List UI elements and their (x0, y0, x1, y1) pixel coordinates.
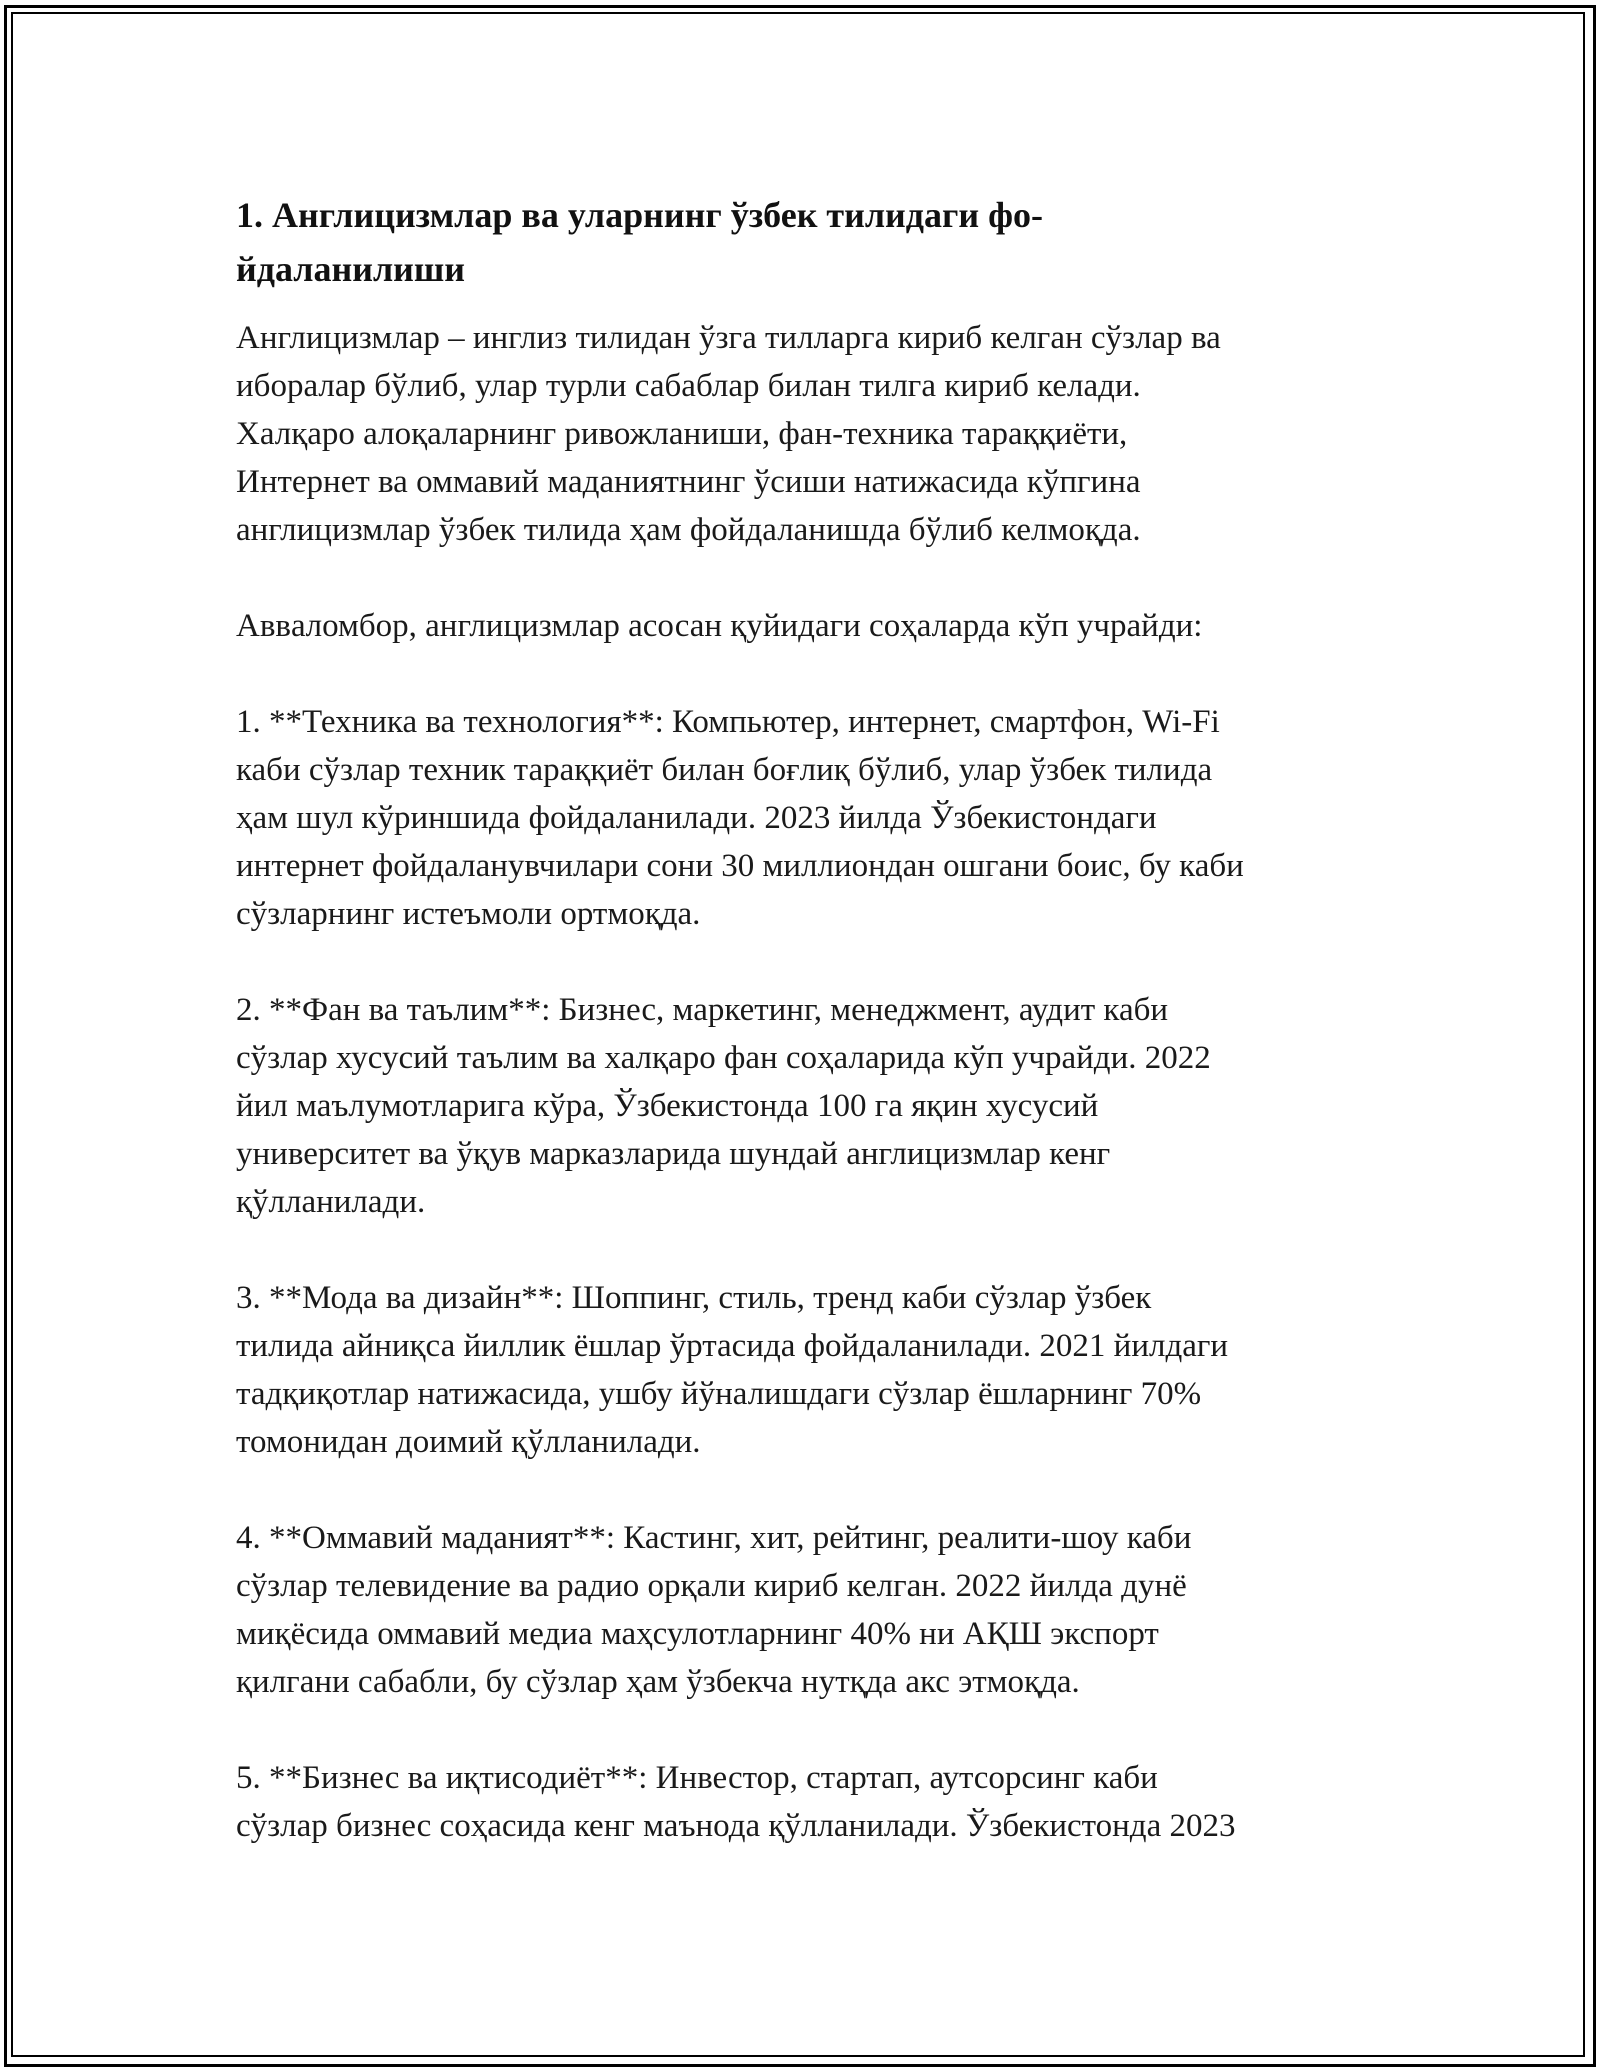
text-line: қилгани сабабли, бу сўзлар ҳам ўзбекча нутқда акс этмоқда. (236, 1664, 1080, 1700)
list-item-business-economy (236, 1754, 1366, 1850)
text-line: 5. **Бизнес ва иқтисодиёт**: Инвестор, стартап, аутсорсинг каби (236, 1760, 1158, 1796)
list-item-technology (236, 698, 1366, 938)
text-line: сўзлар телевидение ва радио орқали кириб келган. 2022 йилда дунё (236, 1568, 1187, 1604)
document-heading (236, 188, 1366, 296)
text-line: ҳам шул кўриншида фойдаланилади. 2023 йилда Ўзбекистондаги (236, 800, 1157, 836)
text-line: тилида айниқса йиллик ёшлар ўртасида фойдаланилади. 2021 йилдаги (236, 1328, 1229, 1364)
text-line: қўлланилади. (236, 1184, 426, 1220)
text-line: 4. **Оммавий маданият**: Кастинг, хит, рейтинг, реалити-шоу каби (236, 1520, 1192, 1556)
document-page (236, 188, 1366, 1850)
text-line: университет ва ўқув марказларида шундай англицизмлар кенг (236, 1136, 1111, 1172)
text-line: Англицизмлар – инглиз тилидан ўзга тилларга кириб келган сўзлар ва (236, 320, 1221, 356)
intro-paragraph (236, 314, 1366, 554)
text-line: каби сўзлар техник тараққиёт билан боғлиқ бўлиб, улар ўзбек тилида (236, 752, 1213, 788)
text-line: тадқиқотлар натижасида, ушбу йўналишдаги сўзлар ёшларнинг 70% (236, 1376, 1202, 1412)
list-item-science-education (236, 986, 1366, 1226)
text-line: сўзлар хусусий таълим ва халқаро фан соҳаларида кўп учрайди. 2022 (236, 1040, 1211, 1076)
text-line: англицизмлар ўзбек тилида ҳам фойдаланишда бўлиб келмоқда. (236, 512, 1141, 548)
text-line: 1. **Техника ва технология**: Компьютер, интернет, смартфон, Wi-Fi (236, 704, 1220, 740)
text-line: сўзларнинг истеъмоли ортмоқда. (236, 896, 701, 932)
text-line: интернет фойдаланувчилари сони 30 миллиондан ошгани боис, бу каби (236, 848, 1244, 884)
text-line: Халқаро алоқаларнинг ривожланиши, фан-техника тараққиёти, (236, 416, 1128, 452)
text-line: Интернет ва оммавий маданиятнинг ўсиши натижасида кўпгина (236, 464, 1141, 500)
text-line: сўзлар бизнес соҳасида кенг маънода қўлланилади. Ўзбекистонда 2023 (236, 1808, 1236, 1844)
text-line: йил маълумотларига кўра, Ўзбекистонда 100 га яқин хусусий (236, 1088, 1099, 1124)
list-item-fashion-design (236, 1274, 1366, 1466)
lead-paragraph (236, 602, 1366, 650)
heading-line: 1. Англицизмлар ва уларнинг ўзбек тилидаги фо- (236, 195, 1043, 235)
list-item-mass-culture (236, 1514, 1366, 1706)
text-line: томонидан доимий қўлланилади. (236, 1424, 701, 1460)
text-line: 3. **Мода ва дизайн**: Шоппинг, стиль, тренд каби сўзлар ўзбек (236, 1280, 1152, 1316)
heading-line: йдаланилиши (236, 249, 466, 289)
text-line: Аввaломбор, англицизмлар асосан қуйидаги соҳаларда кўп учрайди: (236, 608, 1203, 644)
text-line: миқёсида оммавий медиа маҳсулотларнинг 40% ни АҚШ экспорт (236, 1616, 1159, 1652)
text-line: 2. **Фан ва таълим**: Бизнес, маркетинг, менеджмент, аудит каби (236, 992, 1169, 1028)
text-line: иборалар бўлиб, улар турли сабаблар билан тилга кириб келади. (236, 368, 1141, 404)
